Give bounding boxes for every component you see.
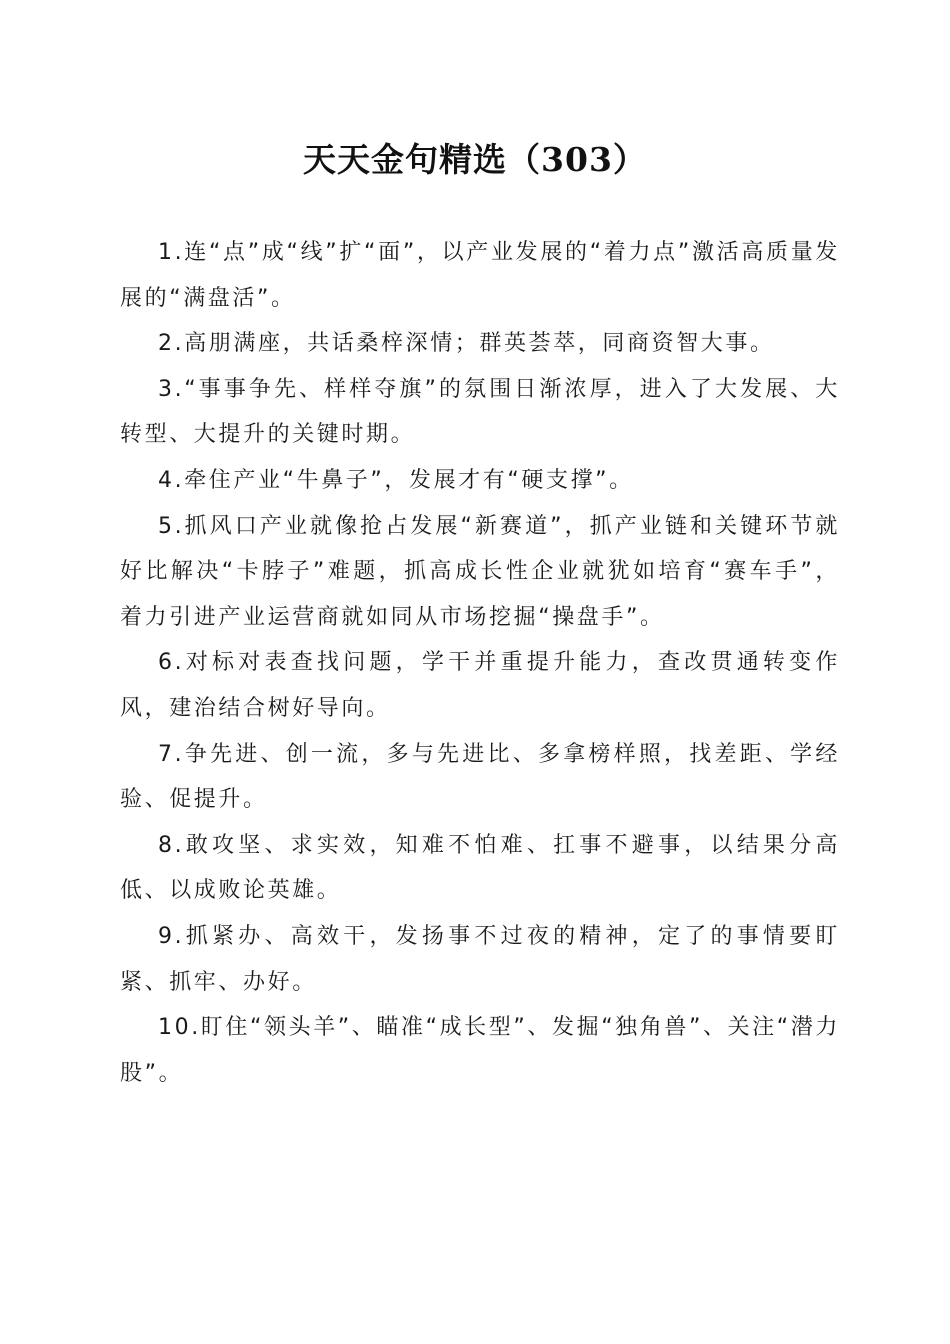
list-item: 6.对标对表查找问题，学干并重提升能力，查改贯通转变作风，建治结合树好导向。: [120, 650, 840, 721]
list-item: 8.敢攻坚、求实效，知难不怕难、扛事不避事，以结果分高低、以成败论英雄。: [120, 832, 840, 904]
list-item: 7.争先进、创一流，多与先进比、多拿榜样照，找差距、学经验、促提升。: [120, 741, 840, 813]
list-item: 3.“事事争先、样样夺旗”的氛围日渐浓厚，进入了大发展、大转型、大提升的关键时期。: [120, 376, 840, 448]
list-item: 5.抓风口产业就像抢占发展“新赛道”，抓产业链和关键环节就好比解决“卡脖子”难题，抓高成长性企业就犹如培育“赛车手”，着力引进产业运营商就如同从市场挖掘“操盘手”。: [120, 513, 840, 630]
list-item: 1.连“点”成“线”扩“面”，以产业发展的“着力点”激活高质量发展的“满盘活”。: [120, 240, 840, 311]
list-item: 4.牵住产业“牛鼻子”，发展才有“硬支撑”。: [158, 467, 634, 493]
document-title: 天天金句精选（303）: [303, 140, 647, 179]
list-item: 9.抓紧办、高效干，发扬事不过夜的精神，定了的事情要盯紧、抓牢、办好。: [120, 923, 840, 995]
document-body: [120, 230, 840, 1096]
list-item: 10.盯住“领头羊”、瞄准“成长型”、发掘“独角兽”、关注“潜力股”。: [120, 1015, 840, 1086]
list-item: 2.高朋满座，共话桑梓深情；群英荟萃，同商资智大事。: [158, 331, 775, 357]
